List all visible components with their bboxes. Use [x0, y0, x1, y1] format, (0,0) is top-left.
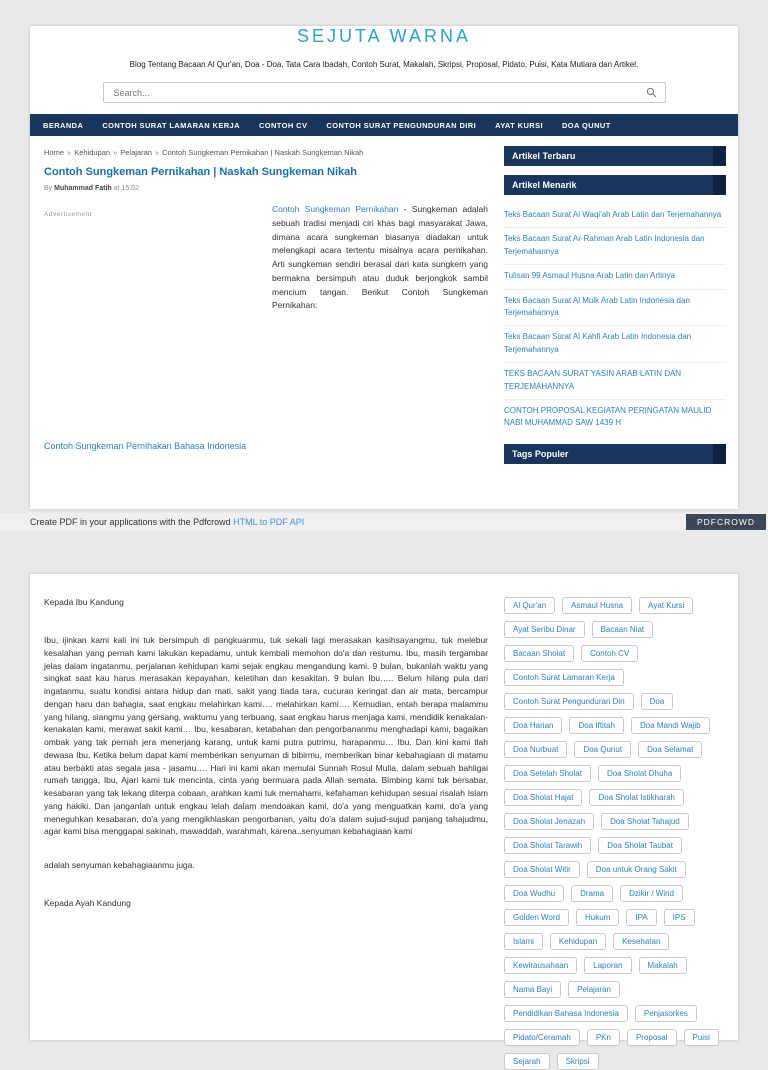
tag-link[interactable]: Doa Sholat Tarawih — [504, 837, 591, 854]
post-intro — [272, 203, 488, 431]
tag-link[interactable]: Makalah — [639, 957, 687, 974]
breadcrumb-item — [162, 148, 363, 157]
breadcrumb-link[interactable]: Kehidupan — [74, 148, 111, 157]
tag-link[interactable]: Contoh CV — [581, 645, 638, 662]
sidebar-header-artikel-menarik — [504, 175, 726, 195]
tag-link[interactable]: Contoh Surat Lamaran Kerja — [504, 669, 624, 686]
pdfcrowd-link[interactable]: HTML to PDF API — [233, 517, 305, 527]
sidebar-article-link[interactable]: Tulisan 99 Asmaul Husna Arab Latin dan Artinya — [504, 265, 726, 289]
tag-link[interactable]: Proposal — [627, 1029, 677, 1046]
pdfcrowd-text — [30, 517, 304, 527]
section-heading-ayah: Kepada Ayah Kandung — [44, 897, 131, 908]
tag-link[interactable]: IPA — [626, 909, 656, 926]
breadcrumb-separator: » — [113, 148, 118, 157]
blog-page-bottom — [30, 574, 738, 1066]
tag-link[interactable]: IPS — [664, 909, 695, 926]
tag-link[interactable]: Ayat Kursi — [639, 597, 693, 614]
sidebar-header-label: Artikel Menarik — [512, 180, 577, 190]
nav-item[interactable]: CONTOH SURAT LAMARAN KERJA — [102, 120, 240, 130]
tag-link[interactable]: Doa untuk Orang Sakit — [587, 861, 686, 878]
nav-item[interactable]: CONTOH SURAT PENGUNDURAN DIRI — [326, 120, 477, 130]
tag-link[interactable]: Doa Nurbuat — [504, 741, 567, 758]
breadcrumb-separator: » — [67, 148, 72, 157]
tag-link[interactable]: Kehidupan — [550, 933, 606, 950]
sidebar-article-link[interactable]: TEKS BACAAN SURAT YASIN ARAB LATIN DAN TERJEMAHANNYA — [504, 363, 726, 400]
breadcrumb-item — [74, 148, 120, 157]
sidebar-article-link[interactable]: CONTOH PROPOSAL KEGIATAN PERINGATAN MAULID NABI MUHAMMAD SAW 1439 H — [504, 405, 712, 428]
pdfcrowd-text-prefix: Create PDF in your applications with the Pdfcrowd — [30, 517, 234, 527]
pdfcrowd-button[interactable]: PDFCROWD — [686, 514, 766, 530]
post-author: Muhammad Fatih — [54, 185, 112, 192]
sidebar-tags — [504, 597, 726, 1070]
tag-link[interactable]: Islami — [504, 933, 543, 950]
tag-link[interactable]: Doa Qunut — [574, 741, 631, 758]
tag-link[interactable]: Pidato/Ceramah — [504, 1029, 580, 1046]
tag-link[interactable]: Doa Iftitah — [569, 717, 623, 734]
main-column — [44, 146, 488, 473]
tag-link[interactable]: Doa Sholat Hajat — [504, 789, 582, 806]
sidebar-article-link[interactable]: Teks Bacaan Surat Al Waqi'ah Arab Latin dan Terjemahannya — [504, 204, 726, 228]
tag-link[interactable]: Doa Setelah Sholat — [504, 765, 591, 782]
advertisement-label: Advertisement — [44, 211, 93, 218]
sidebar-article-link[interactable]: Teks Bacaan Surat Al Kahfi Arab Latin Indonesia dan Terjemahannya — [504, 326, 726, 363]
main-nav — [30, 114, 738, 136]
artikel-menarik-list — [504, 204, 726, 436]
tag-link[interactable]: Doa Sholat Witir — [504, 861, 580, 878]
post-body-link[interactable]: Contoh Sungkeman Pernihakan Bahasa Indonesia — [44, 441, 247, 451]
tag-link[interactable]: Dzikir / Wirid — [620, 885, 683, 902]
page-background — [0, 26, 768, 1066]
breadcrumb-link[interactable]: Contoh Sungkeman Pernikahan | Naskah Sungkeman Nikah — [162, 148, 364, 157]
sidebar-article-link[interactable]: Teks Bacaan Surat Al Mulk Arab Latin Indonesia dan Terjemahannya — [504, 290, 726, 327]
tag-link[interactable]: PKn — [587, 1029, 620, 1046]
post-time: 15.02 — [121, 185, 139, 192]
tag-link[interactable]: Doa — [641, 693, 674, 710]
tag-link[interactable]: Doa Sholat Jenazah — [504, 813, 594, 830]
tag-link[interactable]: Kesehatan — [613, 933, 669, 950]
nav-item[interactable]: DOA QUNUT — [561, 120, 611, 130]
tag-link[interactable]: Ayat Seribu Dinar — [504, 621, 585, 638]
sidebar-header-label: Artikel Terbaru — [512, 151, 576, 161]
blog-page-top — [30, 26, 738, 509]
nav-item[interactable]: CONTOH CV — [258, 120, 308, 130]
post-title: Contoh Sungkeman Pernikahan | Naskah Sungkeman Nikah — [44, 166, 357, 178]
breadcrumb-link[interactable]: Home — [44, 148, 65, 157]
search-icon[interactable] — [646, 87, 657, 98]
site-tagline: Blog Tentang Bacaan Al Qur'an, Doa - Doa, Tata Cara Ibadah, Contoh Surat, Makalah, Skripsi, Proposal, Pidato, Puisi, Kata Mutiara dan Artikel. — [129, 60, 639, 69]
post-byline — [44, 185, 488, 192]
tag-link[interactable]: Doa Harian — [504, 717, 562, 734]
site-title[interactable]: SEJUTA WARNA — [296, 26, 471, 46]
sidebar-header-label: Tags Populer — [512, 448, 569, 459]
tag-link[interactable]: Al Qur'an — [504, 597, 555, 614]
tag-link[interactable]: Hukum — [576, 909, 619, 926]
post-intro-link[interactable]: Contoh Sungkeman Pernikahan — [272, 204, 399, 214]
tag-link[interactable]: Bacaan Sholat — [504, 645, 574, 662]
tag-link[interactable]: Kewirausahaan — [504, 957, 577, 974]
section-heading-ibu: Kepada Ibu Kandung — [44, 597, 124, 607]
tag-link[interactable]: Doa Sholat Dhuha — [598, 765, 681, 782]
article-intro-block — [44, 203, 488, 431]
search-bar — [103, 82, 666, 103]
breadcrumb-item — [44, 148, 74, 157]
section-closing-ibu: adalah senyuman kebahagiaanmu juga. — [44, 860, 195, 870]
sidebar-article-link[interactable]: Teks Bacaan Surat Ar-Rahman Arab Latin Indonesia dan Terjemahannya — [504, 228, 726, 265]
tag-link[interactable]: Pelajaran — [568, 981, 620, 998]
breadcrumb — [44, 148, 488, 157]
post-intro-text: - Sungkeman adalah sebuah tradisi menjadi ciri khas bagi masyarakat Jawa, dimana acara sungkeman biasanya diadakan untuk melengkapi acara tertentu misalnya acara pernikahan. Arti sungkeman sendiri berasal dari kata sungkem yang bermakna bersimpuh atau duduk berjongkok sambil mencium tangan. Berikut Contoh Sungkeman Pernikahan: — [272, 204, 488, 311]
tag-link[interactable]: Penjasorkes — [635, 1005, 697, 1022]
pdfcrowd-banner — [0, 513, 768, 531]
tag-link[interactable]: Contoh Surat Pengunduran Diri — [504, 693, 634, 710]
page-break-gap — [0, 531, 768, 574]
sidebar-header-tags-populer — [504, 444, 726, 464]
tag-link[interactable]: Sejarah — [504, 1053, 550, 1070]
tag-link[interactable]: Laporan — [584, 957, 631, 974]
tag-link[interactable]: Golden Word — [504, 909, 569, 926]
tag-link[interactable]: Doa Sholat Istikharah — [589, 789, 684, 806]
tag-link[interactable]: Asmaul Husna — [562, 597, 632, 614]
tag-link[interactable]: Pendidikan Bahasa Indonesia — [504, 1005, 628, 1022]
tag-link[interactable]: Puisi — [684, 1029, 719, 1046]
section-body-ibu: Ibu, ijinkan kami kali ini tuk bersimpuh di pangkuanmu, tuk sekali lagi merasakan kasihsayangmu, tuk melebur kesalahan yang pernah kami lakukan kepadamu, untuk kembali memohon do'a dan restumu. Ibu, masih tergambar jelas dalam ingatanmu, perjalanan kehidupan kami sejak engkau mengandung kami. 9 bulan, bukanlah waktu yang singkat saat kau harus merasakan kepayahan, keletihan dan kesakitan. 9 bulan Ibu….. Belum hilang pula dari ingatanmu, suatu kondisi antara hidup dan mati, sakit yang tiada tara, cucuran keringat dan air mata, bercampur dengan haru dan bahagia, saat engkau melahirkan kami…. melahirkan kami…. Kemudian, entah berapa malammu yang hilang, siangmu yang gersang, waktumu yang terbuang, saat engkau harus menjaga kami, mendidik kenakalan- kenakalan kami, merawat sakit kami… Ibu, kesabaran, ketabahan dan pengorbananmu menghadapi kami, bagaikan ombak yang tak pernah jera menerjang karang, untuk kami putra putrimu, harapanmu… Ibu. Dan kini kami tlah dewasa Ibu, Ketika belum dapat kami memberikan senyuman di bibirmu, memberikan binar kebahagiaan di matamu atau berbakti atas segala jasa - jasamu…. Hari ini kami akan memulai Sunnah Rosul Mulia, dalam sebuah bahligai rumah tangga, Ibu, Ajari kami tuk mencinta, cinta yang bermuara pada Allah semata. Bimbing kami tuk bersabar, kesabaran yang tak lekang diterpa cobaan, arahkan kami tuk memahami, kefahaman kehidupan sesuai risalah Islam yang hakiki. Dan janganlah untuk engkau lelah dalam mendoakan kami, do'a yang menguatkan kami, do'a yang meneguhkan kesabaran, do'a yang mengikhlaskan pengorbanan, yaitu do'a dalam sujud-sujud panjang tahajudmu, agar kami bisa menggapai sakinah, mawaddah, warahmah, karena..senyuman kebahagiaan kami — [44, 635, 488, 837]
search-input[interactable] — [112, 87, 646, 99]
sidebar-header-artikel-terbaru — [504, 146, 726, 166]
tag-cloud — [504, 597, 726, 1070]
tag-link[interactable]: Doa Selamat — [638, 741, 702, 758]
advertisement-slot — [44, 203, 272, 431]
tag-link[interactable]: Doa Sholat Tahajud — [601, 813, 689, 830]
tag-link[interactable]: Doa Wudhu — [504, 885, 564, 902]
main-column-continued — [44, 597, 488, 1070]
tag-link[interactable]: Doa Sholat Taubat — [598, 837, 682, 854]
breadcrumb-link[interactable]: Pelajaran — [120, 148, 152, 157]
tag-link[interactable]: Bacaan Niat — [592, 621, 654, 638]
byline-prefix: By — [44, 185, 53, 192]
tag-link[interactable]: Skripsi — [557, 1053, 599, 1070]
tag-link[interactable]: Nama Bayi — [504, 981, 561, 998]
breadcrumb-separator: » — [154, 148, 160, 157]
nav-item[interactable]: BERANDA — [43, 120, 84, 130]
sidebar — [504, 146, 726, 473]
byline-at: at — [113, 185, 120, 192]
tag-link[interactable]: Drama — [571, 885, 613, 902]
tag-link[interactable]: Doa Mandi Wajib — [631, 717, 710, 734]
nav-item[interactable]: AYAT KURSI — [495, 120, 543, 130]
breadcrumb-item — [120, 148, 162, 157]
